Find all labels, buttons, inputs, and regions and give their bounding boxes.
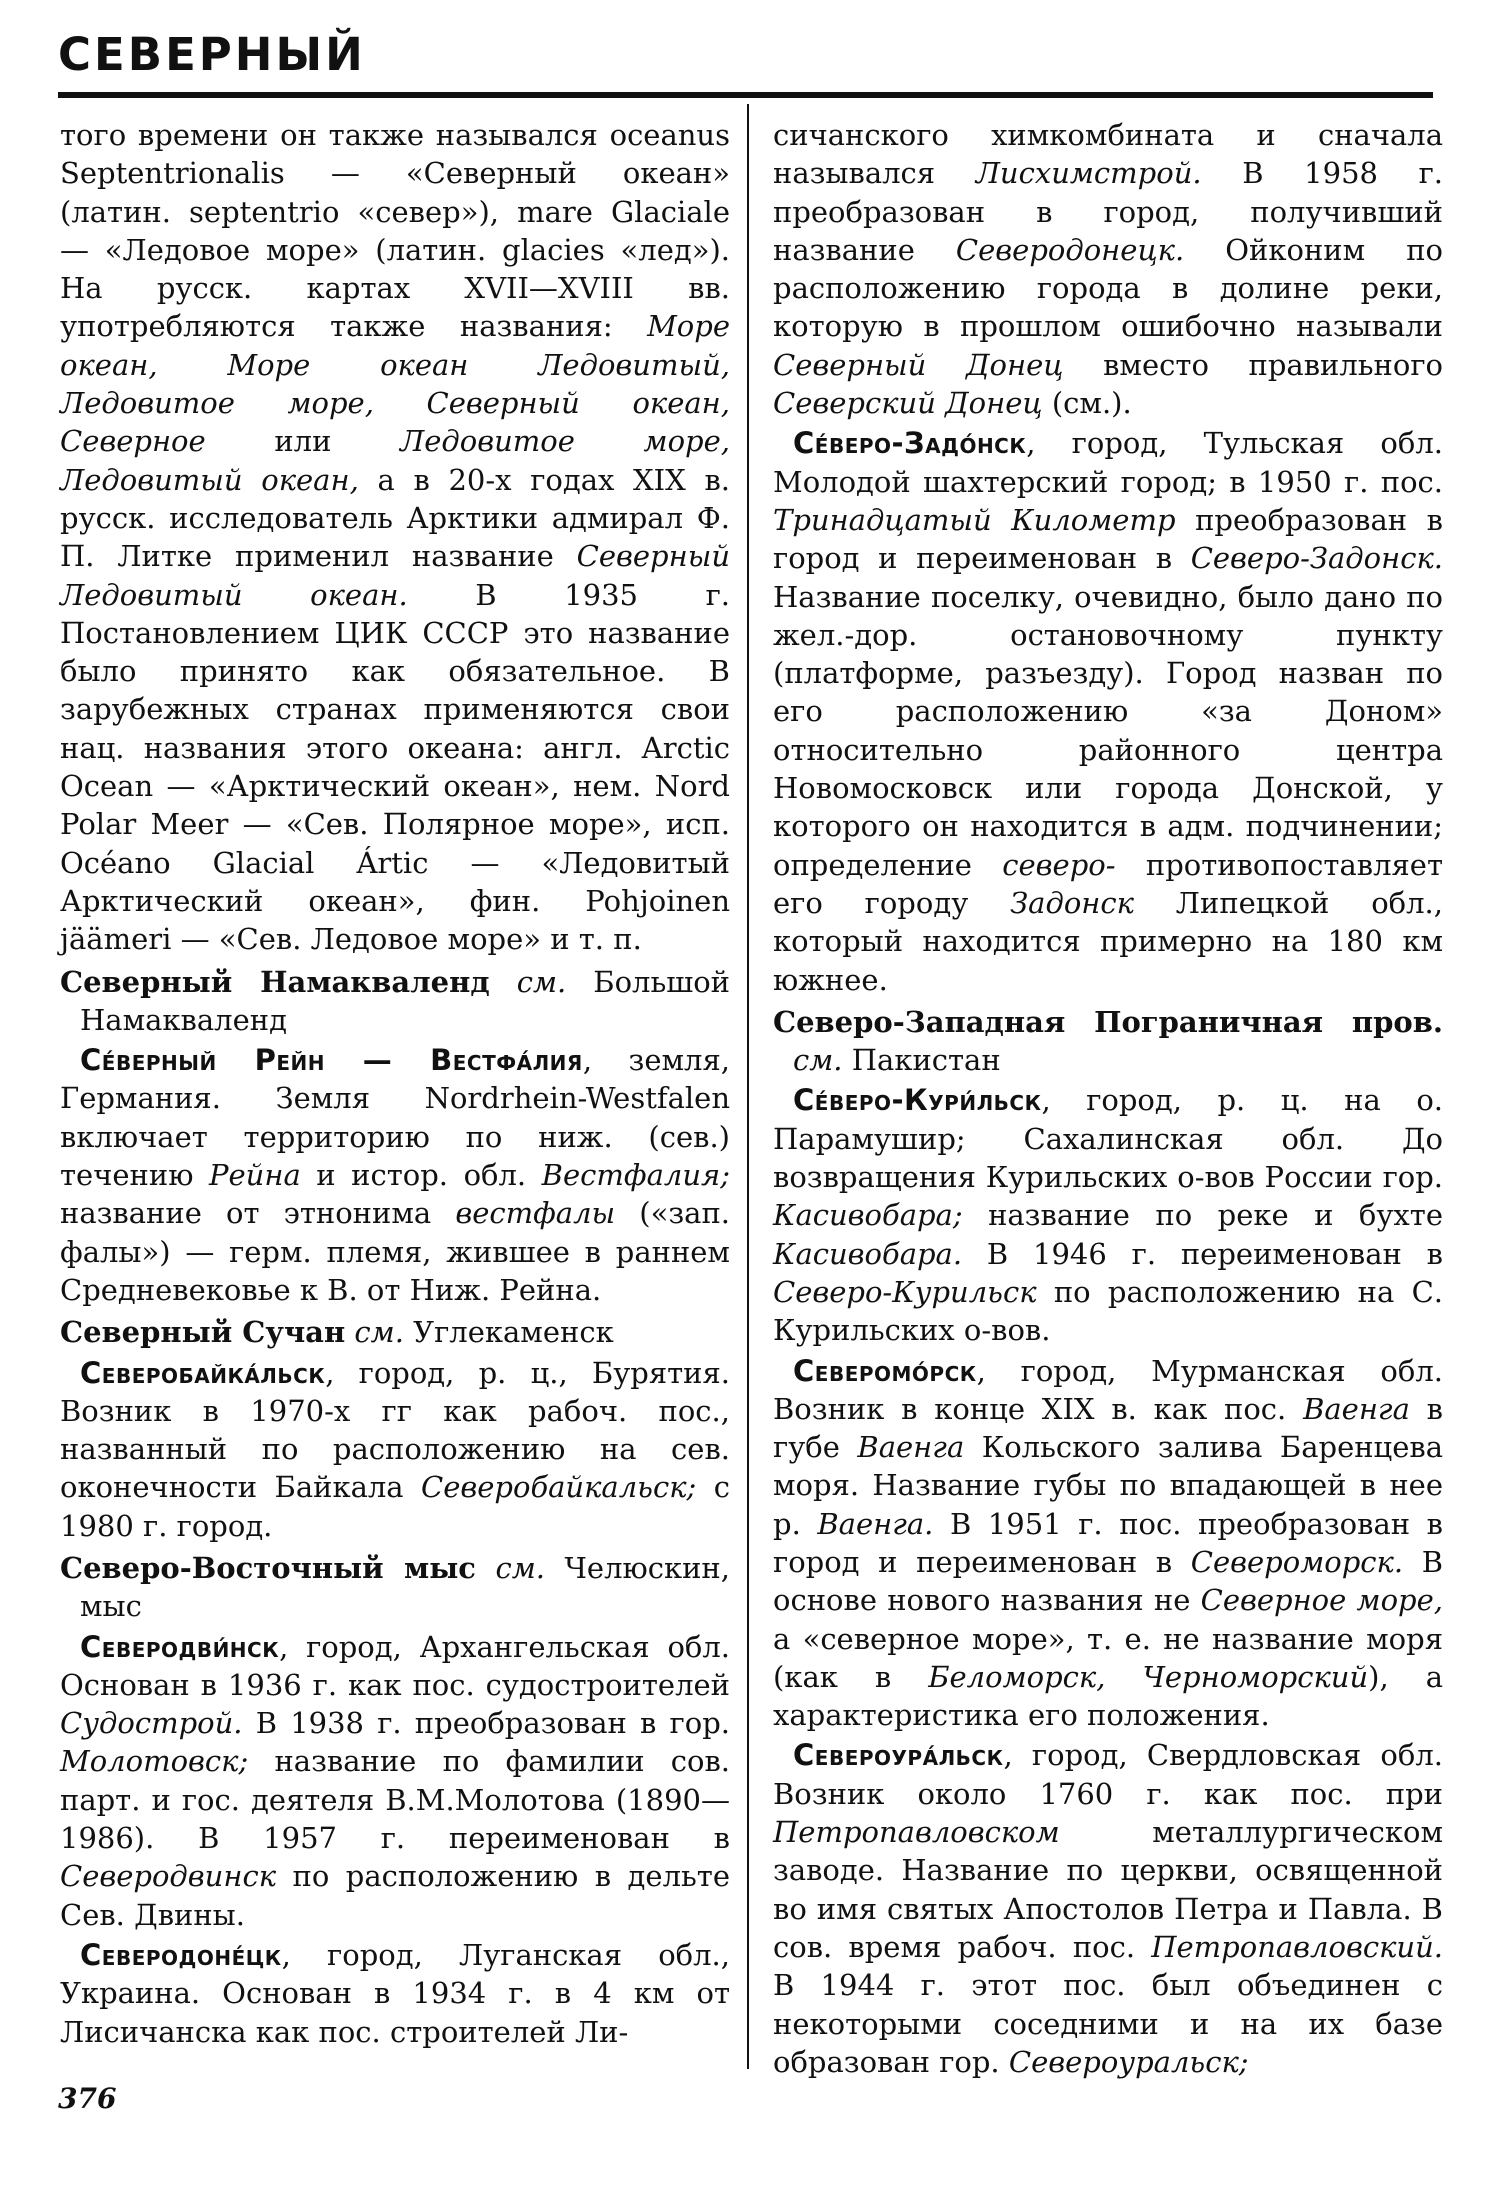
entry-text: , город, Луганская обл., Украина. Основан в 1934 г. в 4 км от Лисичанска как пос. строителей Ли- (60, 1937, 730, 2049)
entry-text: с 1980 г. город. (60, 1470, 730, 1543)
italic-term: Молотовск; (60, 1744, 249, 1779)
entry-text: В 1946 г. переименован в (962, 1236, 1443, 1271)
entry-text: и истор. обл. (300, 1158, 542, 1193)
page-number: 376 (58, 2082, 117, 2115)
italic-term: Ваенга. (817, 1506, 934, 1541)
entry-text: , город, Тульская обл. Молодой шахтерский город; в 1950 г. пос. (773, 426, 1443, 499)
headword: Се́веро-Кури́льск (793, 1083, 1042, 1118)
header-rule (58, 92, 1433, 98)
entry-text: по расположению в дельте Сев. Двины. (60, 1859, 730, 1932)
column-divider (747, 104, 749, 2069)
italic-term: Море океан, Море океан Ледовитый, Ледовитое море, Северный океан, Северное (60, 309, 730, 459)
entry-text: по расположению на С. Курильских о-вов. (773, 1274, 1443, 1348)
dictionary-entry (60, 1041, 730, 1309)
headword: Североура́льск (793, 1738, 1004, 1773)
italic-term: Ваенга (857, 1430, 965, 1465)
entry-text: Челюскин, мыс (80, 1550, 730, 1624)
italic-term: Беломорск, Черноморский (928, 1659, 1369, 1694)
italic-term: Ваенга (1303, 1391, 1410, 1426)
entry-text: В 1935 г. Постановлением ЦИК СССР это название было принято как обязательное. В зарубежных странах применяются свои нац. названия этого океана: англ. Arctic Ocean — «Арктический океан», нем. Nord Polar Meer — «Сев. Полярное море», исп. Océano Glacial Ártic — «Ледовитый Арктический океан», фин. Pohjoinen jäämeri — «Сев. Ледовое море» и т. п. (60, 577, 730, 957)
entry-text: ), а характеристика его положения. (773, 1659, 1443, 1733)
italic-term: Северный Донец (773, 347, 1064, 382)
entry-text: а в 20-х годах XIX в. русск. исследователь Арктики адмирал Ф. П. Литке применил название (60, 462, 730, 574)
reference-term: Северо-Восточный мыс (60, 1550, 476, 1585)
italic-term: Петропавловском (773, 1815, 1060, 1850)
entry-text: название по фамилии сов. парт. и гос. деятеля В.М.Молотова (1890—1986). В 1957 г. переименован в (60, 1744, 730, 1856)
entry-text: В 1951 г. пос. преобразован в город и переименован в (773, 1506, 1443, 1579)
italic-term: Касивобара; (773, 1198, 963, 1233)
entry-text: или (205, 424, 401, 459)
entry-text: название по реке и бухте (962, 1198, 1443, 1233)
italic-term: Петропавловский. (1151, 1929, 1443, 1964)
entry-text: того времени он также назывался oceanus Septentrionalis — «Северный океан» (латин. septentrio «север»), mare Glaciale — «Ледовое море» (латин. glacies «лед»). На русск. картах XVII—XVIII вв. употребляются также названия: (60, 118, 730, 344)
headword: Се́верный Рейн — Вестфа́лия (80, 1043, 583, 1078)
entry-text: (см.). (1042, 386, 1132, 421)
entry-text: Липецкой обл., который находится примерно на 180 км южнее. (773, 885, 1443, 997)
cross-reference (60, 1313, 730, 1351)
entry-text: , город, р. ц., Бурятия. Возник в 1970-х гг как рабоч. пос., названный по расположению на сев. оконечности Байкала (60, 1355, 730, 1505)
reference-term: Северо-Западная Пограничная пров. (773, 1004, 1443, 1039)
entry-text: преобразован в город и переименован в (773, 502, 1443, 576)
page-title: СЕВЕРНЫЙ (58, 28, 366, 81)
italic-term: Северо-Задонск. (1190, 541, 1443, 576)
italic-term: Судострой. (60, 1706, 243, 1741)
italic-term: Северодонецк. (955, 232, 1185, 267)
entry-text: сичанского химкомбината и сначала назывался (773, 118, 1443, 191)
left-column (60, 116, 730, 2051)
italic-term: Северский Донец (773, 386, 1043, 421)
entry-text: Большой Намакваленд (80, 964, 730, 1037)
italic-term: Северобайкальск; (421, 1470, 697, 1505)
headword: Североmо́рск (793, 1353, 977, 1388)
entry-text: («зап. фалы») — герм. племя, жившее в раннем Средневековье к В. от Ниж. Рейна. (60, 1196, 730, 1307)
entry-text: Пакистан (842, 1043, 1001, 1078)
reference-term: Северный Намакваленд (60, 964, 490, 999)
italic-term: северо- (1002, 847, 1116, 882)
headword: Северобайка́льск (80, 1355, 326, 1390)
cross-reference (60, 1549, 730, 1626)
italic-term: Северодвинск (60, 1859, 277, 1894)
italic-term: Задонск (1010, 885, 1134, 920)
entry-text: В 1958 г. преобразован в город, получивший название (773, 156, 1444, 267)
italic-term: Североморск. (1190, 1544, 1404, 1579)
entry-text (490, 965, 517, 999)
entry-text: название от этнонима (60, 1196, 456, 1231)
cross-reference (773, 1003, 1443, 1080)
entry-text: , город, р. ц. на о. Парамушир; Сахалинская обл. До возвращения Курильских о-вов России гор. (773, 1083, 1443, 1195)
reference-term: Северный Сучан (60, 1315, 346, 1350)
entry-text: Название поселку, очевидно, было дано по жел.-дор. остановочному пункту (платформе, разъезду). Город назван по его расположению «за Доном» относительно районного центра Новомосковск или города Донской, у которого он находится в адм. подчинении; определение (773, 579, 1443, 882)
dictionary-entry (60, 1628, 730, 1934)
entry-text: , город, Мурманская обл. Возник в конце XIX в. как пос. (773, 1353, 1443, 1426)
entry-text: , город, Свердловская обл. Возник около 1760 г. как пос. при (773, 1738, 1443, 1811)
italic-term: Северное море, (1200, 1583, 1443, 1618)
entry-text: , город, Архангельская обл. Основан в 1936 г. как пос. судостроителей (60, 1629, 730, 1702)
italic-term: Северный Ледовитый океан. (60, 539, 730, 612)
italic-term: Северо-Курильск (773, 1274, 1037, 1309)
italic-term: Североуральск; (1008, 2044, 1249, 2079)
see-marker: см. (495, 1550, 545, 1585)
entry-text: В основе нового названия не (773, 1544, 1444, 1618)
headword: Се́веро-Задо́нск (793, 426, 1027, 461)
entry-text: а «северное море», т. е. не название моря (как в (773, 1621, 1443, 1694)
entry-text: Ойконим по расположению города в долине реки, которую в прошлом ошибочно называли (773, 232, 1443, 344)
entry-text: металлургическом заводе. Название по церкви, освященной во имя святых Апостолов Петра и Павла. В сов. время рабоч. пос. (773, 1815, 1443, 1964)
dictionary-entry (773, 1352, 1443, 1735)
entry-text: В 1944 г. этот пос. был объединен с некоторыми соседними и на их базе образован гор. (773, 1968, 1443, 2079)
see-marker: см. (793, 1043, 843, 1078)
headword: Северодви́нск (80, 1629, 280, 1664)
entry-text: В 1938 г. преобразован в гор. (242, 1706, 730, 1741)
dictionary-entry (773, 1736, 1443, 2081)
entry-text: вместо правильного (1063, 347, 1443, 382)
dictionary-entry (773, 1081, 1443, 1349)
entry-text: в губе (773, 1391, 1443, 1465)
entry-text: , земля, Германия. Земля Nordrhein-Westfalen включает территорию по ниж. (сев.) течению (60, 1043, 730, 1193)
italic-term: Вестфалия; (541, 1158, 730, 1193)
entry-continuation (773, 116, 1443, 422)
cross-reference (60, 963, 730, 1040)
entry-text: Кольского залива Баренцева моря. Название губы по впадающей в нее р. (773, 1430, 1443, 1541)
headword: Северодоне́цк (80, 1937, 282, 1972)
see-marker: см. (516, 964, 567, 999)
dictionary-entry (60, 1936, 730, 2051)
entry-continuation (60, 116, 730, 959)
italic-term: Тринадцатый Километр (773, 502, 1176, 537)
italic-term: Рейна (209, 1158, 301, 1193)
right-column (773, 116, 1443, 2081)
entry-text (476, 1551, 496, 1585)
italic-term: Касивобара. (773, 1236, 963, 1271)
entry-text: противопоставляет его городу (773, 847, 1443, 920)
italic-term: Лисхимстрой. (975, 156, 1202, 191)
italic-term: Ледовитое море, Ледовитый океан, (60, 424, 730, 497)
dictionary-entry (60, 1354, 730, 1545)
dictionary-entry (773, 424, 1443, 998)
see-marker: см. (354, 1315, 404, 1350)
italic-term: вестфалы (455, 1196, 616, 1231)
entry-text: Углекаменск (403, 1315, 614, 1350)
